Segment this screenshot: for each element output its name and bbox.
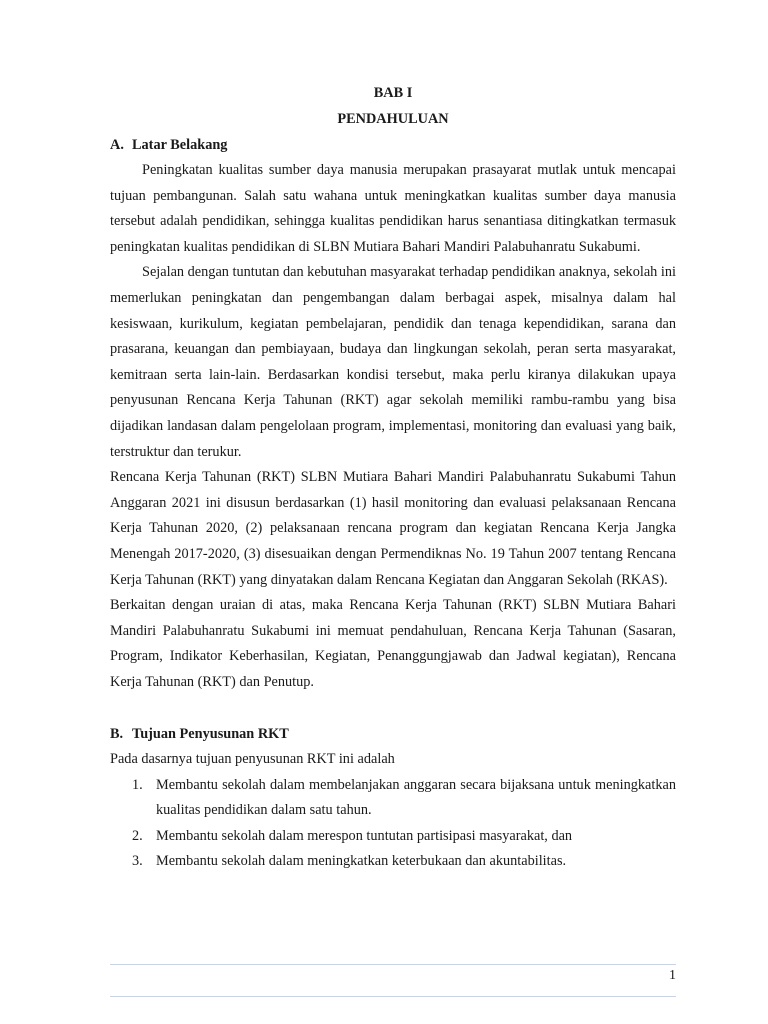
paragraph: Berkaitan dengan uraian di atas, maka Rencana Kerja Tahunan (RKT) SLBN Mutiara Bahari Mandiri Palabuhanratu Sukabumi ini memuat pendahuluan, Rencana Kerja Tahunan (Sasaran, Program, Indikator Keberhasilan, Kegiatan, Penanggungjawab dan Jadwal kegiatan), Rencana Kerja Tahunan (RKT) dan Penutup. [110,597,676,690]
paragraph: Peningkatan kualitas sumber daya manusia merupakan prasayarat mutlak untuk mencapai tujuan pembangunan. Salah satu wahana untuk meningkatkan kualitas sumber daya manusia tersebut adalah pendidikan, sehingga kualitas pendidikan harus senantiasa ditingkatkan termasuk peningkatan kualitas pendidikan di SLBN Mutiara Bahari Mandiri Palabuhanratu Sukabumi. [110,162,676,255]
section-b-intro: Pada dasarnya tujuan penyusunan RKT ini adalah [110,751,395,768]
list-item-text: Membantu sekolah dalam membelanjakan anggaran secara bijaksana untuk meningkatkan kualitas pendidikan dalam satu tahun. [156,776,676,819]
footer-divider-bottom [110,996,676,997]
list-item-number: 3. [132,853,143,870]
paragraph: Rencana Kerja Tahunan (RKT) SLBN Mutiara Bahari Mandiri Palabuhanratu Sukabumi Tahun Anggaran 2021 ini disusun berdasarkan (1) hasil monitoring dan evaluasi pelaksanaan Rencana Kerja Tahunan 2020, (2) pelaksanaan rencana program dan kegiatan Rencana Kerja Jangka Menengah 2017-2020, (3) disesuaikan dengan Permendiknas No. 19 Tahun 2007 tentang Rencana Kerja Tahunan (RKT) yang dinyatakan dalam Rencana Kegiatan dan Anggaran Sekolah (RKAS). [110,469,676,588]
list-item [110,824,676,850]
paragraph: Sejalan dengan tuntutan dan kebutuhan masyarakat terhadap pendidikan anaknya, sekolah ini memerlukan peningkatan dan pengembangan dalam berbagai aspek, misalnya dalam hal kesiswaan, kurikulum, kegiatan pembelajaran, pendidik dan tenaga kependidikan, sarana dan prasarana, keuangan dan pembiayaan, budaya dan lingkungan sekolah, peran serta masyarakat, kemitraan serta lain-lain. Berdasarkan kondisi tersebut, maka perlu kiranya dilakukan upaya penyusunan Rencana Kerja Tahunan (RKT) agar sekolah memiliki rambu-rambu yang bisa dijadikan landasan dalam pengelolaan program, implementasi, monitoring dan evaluasi yang baik, terstruktur dan terukur. [110,264,676,460]
goals-list [110,773,676,875]
list-item [110,773,676,824]
page-number: 1 [669,968,676,983]
chapter-number: BAB I [373,85,413,101]
section-b-title: Tujuan Penyusunan RKT [132,726,289,743]
list-item-number: 1. [132,776,143,793]
list-item [110,849,676,875]
section-b-heading [110,721,676,747]
list-item-text: Membantu sekolah dalam merespon tuntutan partisipasi masyarakat, dan [156,827,573,844]
section-spacer [110,695,676,721]
section-a-title: Latar Belakang [132,137,228,153]
chapter-title: PENDAHULUAN [337,111,449,127]
list-item-number: 2. [132,827,143,844]
document-page [110,80,676,875]
section-b-letter: B. [110,726,124,743]
section-a-letter: A. [110,137,124,153]
section-a-heading [110,132,676,158]
list-item-text: Membantu sekolah dalam meningkatkan keterbukaan dan akuntabilitas. [156,853,567,870]
